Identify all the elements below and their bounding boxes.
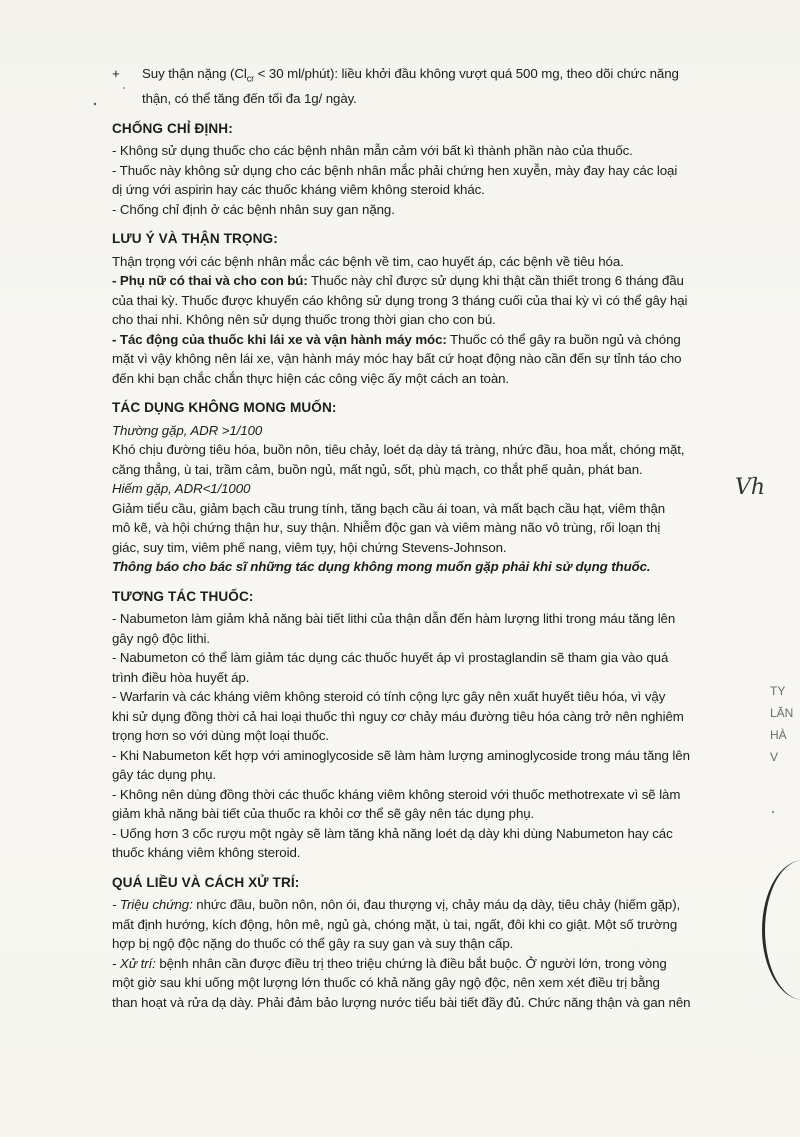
- treatment-line-3: than hoạt và rửa dạ dày. Phải đảm bảo lượng nước tiểu bài tiết đầy đủ. Chức năng thận và gan nên: [112, 994, 691, 1010]
- symptoms-line-3: hợp bị ngộ độc nặng do thuốc có thể gây ra suy gan và suy thận cấp.: [112, 936, 514, 952]
- interaction-3-line-2: khi sử dụng đồng thời cả hai loại thuốc thì nguy cơ chảy máu đường tiêu hóa càng trở nên nghiêm: [112, 708, 684, 724]
- treatment-label: - Xử trí:: [112, 955, 156, 971]
- interaction-1-line-1: - Nabumeton làm giảm khả năng bài tiết lithi của thận dẫn đến hàm lượng lithi trong máu tăng lên: [112, 611, 676, 627]
- caution-line-1: Thận trọng với các bệnh nhân mắc các bệnh về tim, cao huyết áp, các bệnh về tiêu hóa.: [112, 253, 624, 269]
- stamp-line-1: TY: [770, 684, 786, 698]
- pregnancy-line-3: cho thai nhi. Không nên sử dụng thuốc trong thời gian cho con bú.: [112, 312, 496, 328]
- interaction-6-line-1: - Uống hơn 3 cốc rượu một ngày sẽ làm tăng khả năng loét dạ dày khi dùng Nabumeton hay các: [112, 825, 673, 841]
- common-line-1: Khó chịu đường tiêu hóa, buồn nôn, tiêu chảy, loét dạ dày tá tràng, nhức đầu, hoa mắt, chóng mặt,: [112, 442, 685, 458]
- interaction-3-line-1: - Warfarin và các kháng viêm không steroid có tính cộng lực gây nên xuất huyết tiêu hóa, vì vậy: [112, 689, 666, 705]
- interaction-2-line-1: - Nabumeton có thể làm giảm tác dụng các thuốc huyết áp vì prostaglandin sẽ tham gia vào quá: [112, 650, 669, 666]
- interaction-5-line-1: - Không nên dùng đồng thời các thuốc kháng viêm không steroid với thuốc methotrexate vì sẽ làm: [112, 786, 681, 802]
- renal-dosing-paragraph: [112, 64, 732, 109]
- document-body: [112, 64, 732, 1012]
- interaction-5-line-2: giảm khả năng bài tiết của thuốc ra khỏi cơ thể sẽ gây nên tác dụng phụ.: [112, 806, 535, 822]
- treatment-line-2: một giờ sau khi uống một lượng lớn thuốc có khả năng gây ngộ độc, nên xem xét điều trị bằng: [112, 975, 660, 991]
- interaction-4-line-2: gây tác dụng phụ.: [112, 767, 217, 783]
- plus-bullet: +: [112, 66, 120, 81]
- renal-line-1-post: < 30 ml/phút): liều khởi đầu không vượt quá 500 mg, theo dõi chức năng: [254, 66, 679, 81]
- renal-line-2: thận, có thể tăng đến tối đa 1g/ ngày.: [142, 91, 357, 107]
- interaction-2-line-2: trình điều hòa huyết áp.: [112, 669, 250, 685]
- contra-line-1: - Không sử dụng thuốc cho các bệnh nhân mẫn cảm với bất kì thành phần nào của thuốc.: [112, 143, 633, 159]
- interaction-3-line-3: trọng hơn so với dùng một loại thuốc.: [112, 728, 330, 744]
- driving-line-2: mặt vì vậy không nên lái xe, vận hành máy móc hay bất cứ hoạt động nào cần đến sự tỉnh táo cho: [112, 351, 682, 367]
- contra-line-2: - Thuốc này không sử dụng cho các bệnh nhân mắc phải chứng hen xuyễn, mày đay hay các loại: [112, 162, 678, 178]
- stamp-arc: [762, 860, 800, 1000]
- stamp-line-2: LĂN: [770, 706, 794, 720]
- pregnancy-line-2: của thai kỳ. Thuốc được khuyến cáo không sử dụng trong 3 tháng cuối của thai kỳ vì có thể gây hại: [112, 292, 688, 308]
- interaction-6-line-2: thuốc kháng viêm không steroid.: [112, 845, 301, 861]
- adverse-notice: Thông báo cho bác sĩ những tác dụng không mong muốn gặp phải khi sử dụng thuốc.: [112, 559, 651, 575]
- cautions-heading: LƯU Ý VÀ THẬN TRỌNG:: [112, 231, 278, 247]
- renal-line-1-sub: cr: [246, 73, 255, 84]
- rare-line-3: giác, suy tim, viêm phế nang, viêm tụy, hội chứng Stevens-Johnson.: [112, 539, 507, 555]
- pregnancy-label: - Phụ nữ có thai và cho con bú:: [112, 273, 308, 289]
- interaction-1-line-2: gây ngộ độc lithi.: [112, 630, 210, 646]
- symptoms-label: - Triệu chứng:: [112, 897, 193, 913]
- rare-label: Hiếm gặp, ADR<1/1000: [112, 481, 251, 497]
- common-label: Thường gặp, ADR >1/100: [112, 422, 263, 438]
- renal-line-1-pre: Suy thận nặng (Cl: [142, 66, 247, 81]
- pregnancy-line-1: Thuốc này chỉ được sử dụng khi thật cần thiết trong 6 tháng đầu: [307, 273, 684, 289]
- handwritten-initials: Vh: [735, 475, 766, 500]
- treatment-line-1: bệnh nhân cần được điều trị theo triệu chứng là điều bắt buộc. Ở người lớn, trong vòng: [155, 955, 667, 971]
- symptoms-line-2: mất định hướng, kích động, hôn mê, ngủ gà, chóng mặt, ù tai, ngất, đôi khi co giật. Một số trường: [112, 916, 678, 932]
- contra-line-3: dị ứng với aspirin hay các thuốc kháng viêm không steroid khác.: [112, 182, 485, 198]
- stamp-line-4: V: [770, 750, 779, 764]
- stamp-line-3: HÀ: [770, 728, 787, 742]
- partial-stamp: [770, 680, 800, 830]
- driving-line-1: Thuốc có thể gây ra buồn ngủ và chóng: [446, 331, 681, 347]
- contraindications-heading: CHỐNG CHỈ ĐỊNH:: [112, 120, 233, 136]
- symptoms-line-1: nhức đầu, buồn nôn, nôn ói, đau thượng vị, chảy máu dạ dày, tiêu chảy (hiếm gặp),: [192, 897, 681, 913]
- interactions-heading: TƯƠNG TÁC THUỐC:: [112, 588, 254, 604]
- rare-line-2: mô kẽ, và hội chứng thận hư, suy thận. Nhiễm độc gan và viêm màng não vô trùng, rối loạn thị: [112, 520, 661, 536]
- adverse-effects-heading: TÁC DỤNG KHÔNG MONG MUỐN:: [112, 400, 337, 416]
- driving-line-3: đến khi bạn chắc chắn thực hiện các công việc ấy một cách an toàn.: [112, 370, 510, 386]
- overdose-heading: QUÁ LIỀU VÀ CÁCH XỬ TRÍ:: [112, 874, 300, 890]
- driving-label: - Tác động của thuốc khi lái xe và vận hành máy móc:: [112, 331, 447, 347]
- common-line-2: căng thẳng, ù tai, trầm cảm, buồn ngủ, mất ngủ, sốt, phù mạch, co thắt phế quản, phát ban.: [112, 461, 643, 477]
- interaction-4-line-1: - Khi Nabumeton kết hợp với aminoglycoside sẽ làm hàm lượng aminoglycoside trong máu tăng lên: [112, 747, 690, 763]
- contra-line-4: - Chống chỉ định ở các bệnh nhân suy gan nặng.: [112, 201, 395, 217]
- rare-line-1: Giảm tiểu cầu, giảm bạch cầu trung tính, tăng bạch cầu ái toan, và mất bạch cầu hạt, viêm thận: [112, 500, 666, 516]
